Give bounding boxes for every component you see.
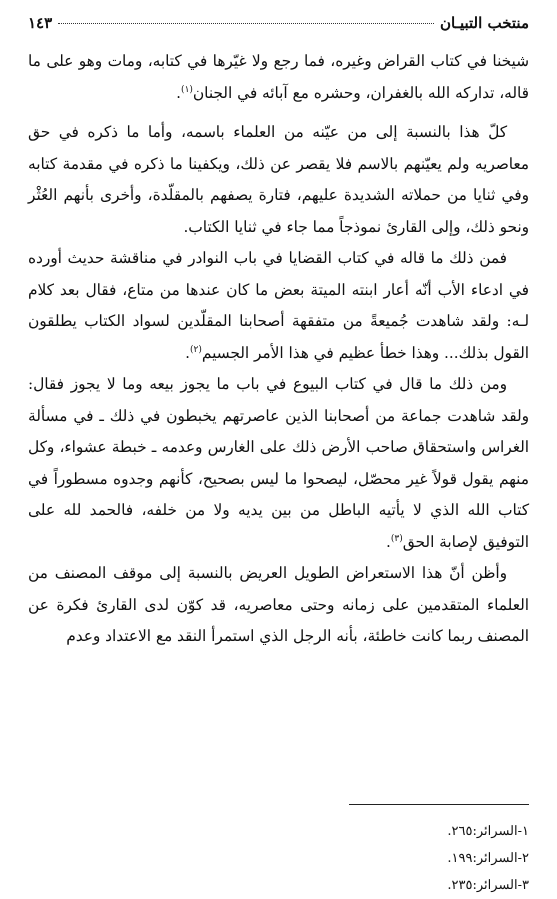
header-dot-leader: [58, 23, 434, 24]
paragraph-3: [28, 243, 529, 369]
book-page: [28, 14, 529, 893]
paragraph-4-text: ومن ذلك ما قال في كتاب البيوع في باب ما يجوز بيعه وما لا يجوز فقال: ولقد شاهدت جماعة من أصحابنا الذين عاصرتهم يخبطون في ذلك ـ في مسألة الغراس واستحقاق صاحب الأرض ذلك على الغارس وعدمه ـ خبطة عشواء، وكل منهم يقول قولاً غير محصّل، ليصحوا ما ليس بصحيح، كأنهم وجدوه مسطوراً في كتاب الله الذي لا يأتيه الباطل من بين يديه ولا من خلفه، فالحمد لله على التوفيق لإصابة الحق: [28, 375, 529, 551]
main-text: [28, 46, 529, 653]
paragraph-1: [28, 46, 529, 109]
page-number: ١٤٣: [28, 14, 53, 32]
running-header: [28, 14, 529, 42]
footnote-ref-3: (٣): [390, 533, 403, 544]
paragraph-5-text: وأظن أنّ هذا الاستعراض الطويل العريض بالنسبة إلى موقف المصنف من العلماء المتقدمين على زمانه وحتى معاصريه، قد كوّن لدى القارئ فكرة عن المصنف ربما كانت خاطئة، بأنه الرجل الذي استمرأ النقد مع الاعتداد وعدم: [28, 564, 529, 645]
paragraph-5: [28, 558, 529, 653]
footnote-1: ١-السرائر:٢٦٥.: [447, 824, 529, 839]
footnote-ref-1: (١): [181, 84, 193, 95]
footnote-ref-2: (٢): [190, 344, 202, 355]
paragraph-4: [28, 369, 529, 558]
paragraph-2-text: كلّ هذا بالنسبة إلى من عيّنه من العلماء باسمه، وأما ما ذكره في حق معاصريه ولم يعيّنهم بالاسم فلا يقصر عن ذلك، ويكفينا ما ذكره في مقدمة كتابه وفي ثنايا من حملاته الشديدة عليهم، فتارة يصفهم بالمقلّدة، وأخرى بأنهم العُثْر ونحو ذلك، وإلى القارئ نموذجاً مما جاء في ثنايا الكتاب.: [28, 123, 529, 236]
paragraph-2: [28, 117, 529, 243]
paragraph-3-tail: .: [185, 343, 191, 362]
footnote-separator: [349, 804, 529, 805]
running-title: منتخب التبيـان: [439, 14, 529, 32]
footnotes: [447, 818, 529, 899]
paragraph-3-text: فمن ذلك ما قاله في كتاب القضايا في باب النوادر في مناقشة حديث أورده في ادعاء الأب أنّه أعار ابنته الميتة بعض ما كان عندها من متاع، فقال بعد كلام لـه: ولقد شاهدت جُميعةً من متفقهة أصحابنا المقلّدين لسواد الكتاب يطلقون القول بذلك... وهذا خطأ عظيم في هذا الأمر الجسيم: [28, 249, 529, 362]
footnote-3: ٣-السرائر:٢٣٥.: [447, 878, 529, 893]
paragraph-1-text: شيخنا في كتاب القراض وغيره، فما رجع ولا غيّرها في كتابه، ومات وهو على ما قاله، تداركه الله بالغفران، وحشره مع آبائه في الجنان: [28, 52, 529, 102]
footnote-2: ٢-السرائر:١٩٩.: [447, 851, 529, 866]
paragraph-1-tail: .: [176, 83, 182, 102]
paragraph-4-tail: .: [386, 532, 391, 551]
